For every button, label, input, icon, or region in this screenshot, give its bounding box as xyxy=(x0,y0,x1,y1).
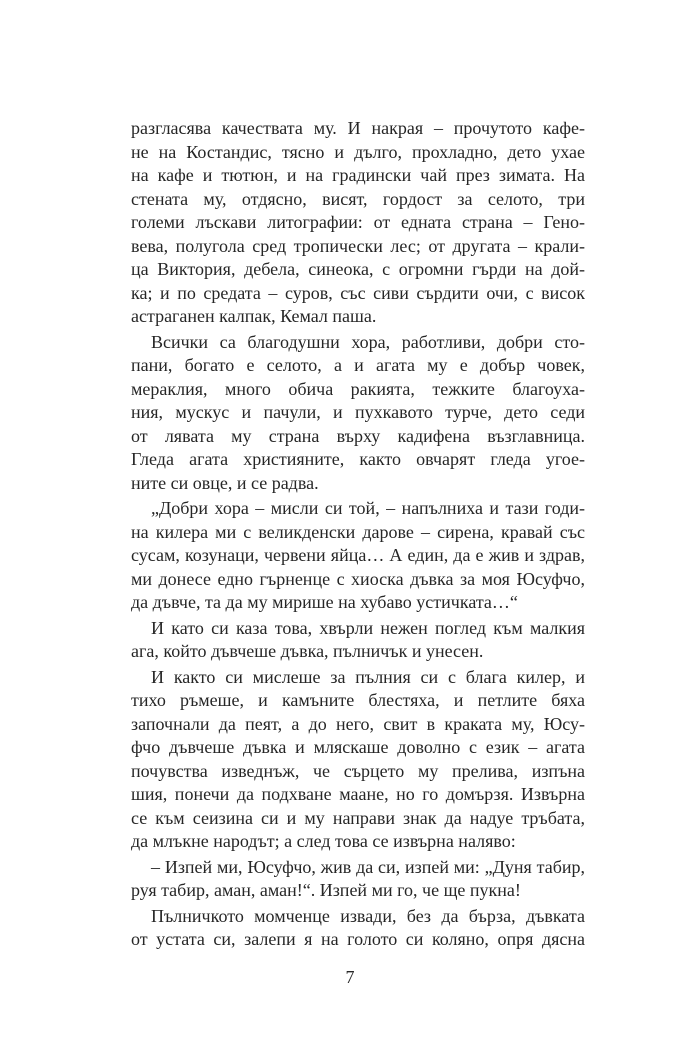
text-line: големи лъскави литографии: от едната страна – Гено- xyxy=(131,212,585,232)
text-line: пани, богато е селото, а и агата му е добър човек, xyxy=(131,355,585,375)
text-line: И като си каза това, хвърли нежен поглед към малкия xyxy=(151,617,585,638)
text-line: И както си мислеше за пълния си с блага килер, и xyxy=(151,666,585,687)
text-line: на кафе и тютюн, и на градински чай през зимата. На xyxy=(131,165,585,185)
text-line: започнали да пеят, а до него, свит в краката му, Юсу- xyxy=(131,713,585,734)
text-line: тихо ръмеше, и камъните блестяха, и петлите бяха xyxy=(131,690,585,710)
dialogue-paragraph xyxy=(131,856,585,903)
text-line: от лявата му страна върху кадифена възглавница. xyxy=(131,425,585,446)
text-line: шия, понечи да подхване маане, но го домързя. Извърна xyxy=(131,784,585,804)
text-line: „Добри хора – мисли си той, – напълниха и тази годи- xyxy=(151,498,585,518)
text-line: разгласява качествата му. И накрая – прочутото кафе- xyxy=(131,118,585,138)
paragraph xyxy=(131,331,585,496)
text-line: на килера ми с великденски дарове – сирена, кравай със xyxy=(131,521,585,542)
paragraph xyxy=(131,905,585,952)
text-line: вева, полугола сред тропически лес; от другата – крали- xyxy=(131,235,585,256)
paragraph xyxy=(131,497,585,615)
text-line: от устата си, залепи я на голото си коляно, опря дясна xyxy=(131,929,585,949)
text-line: да дъвче, та да му мирише на хубаво устичката…“ xyxy=(131,592,518,612)
text-line: Гледа агата християните, както овчарят гледа угое- xyxy=(131,449,585,469)
text-line: стената му, отдясно, висят, гордост за селото, три xyxy=(131,188,585,209)
text-line: руя табир, аман, аман!“. Изпей ми го, че ще пукна! xyxy=(131,880,521,900)
body-text xyxy=(131,117,585,952)
text-line: ага, който дъвчеше дъвка, пълничък и унесен. xyxy=(131,641,484,661)
text-line: почувства изведнъж, че сърцето му прелива, изпъна xyxy=(131,760,585,781)
text-line: ните си овце, и се радва. xyxy=(131,472,319,493)
text-line: мераклия, много обича ракията, тежките благоуха- xyxy=(131,378,585,399)
text-line: ка; и по средата – суров, със сиви сърдити очи, с висок xyxy=(131,282,585,303)
paragraph xyxy=(131,666,585,854)
text-line: ми донесе едно гърненце с хиоска дъвка за моя Юсуфчо, xyxy=(131,568,585,589)
paragraph xyxy=(131,617,585,664)
text-line: ния, мускус и пачули, и пухкавото турче, дето седи xyxy=(131,402,585,422)
text-line: ца Виктория, дебела, синеока, с огромни гърди на дой- xyxy=(131,259,585,279)
text-line: фчо дъвчеше дъвка и мляскаше доволно с език – агата xyxy=(131,737,585,757)
text-line: Всички са благодушни хора, работливи, добри сто- xyxy=(151,331,585,352)
text-line: астраганен калпак, Кемал паша. xyxy=(131,306,377,326)
text-line: да млъкне народът; а след това се извърна наляво: xyxy=(131,831,516,851)
text-line: не на Костандис, тясно и дълго, прохладно, дето ухае xyxy=(131,141,585,162)
text-line: се към сеизина си и му направи знак да надуе тръбата, xyxy=(131,807,585,828)
text-line: сусам, козунаци, червени яйца… А един, да е жив и здрав, xyxy=(131,545,585,565)
text-line: – Изпей ми, Юсуфчо, жив да си, изпей ми: „Дуня табир, xyxy=(151,856,585,877)
paragraph xyxy=(131,117,585,329)
text-line: Пълничкото момченце извади, без да бърза, дъвката xyxy=(151,905,585,926)
page-number: 7 xyxy=(345,967,355,987)
